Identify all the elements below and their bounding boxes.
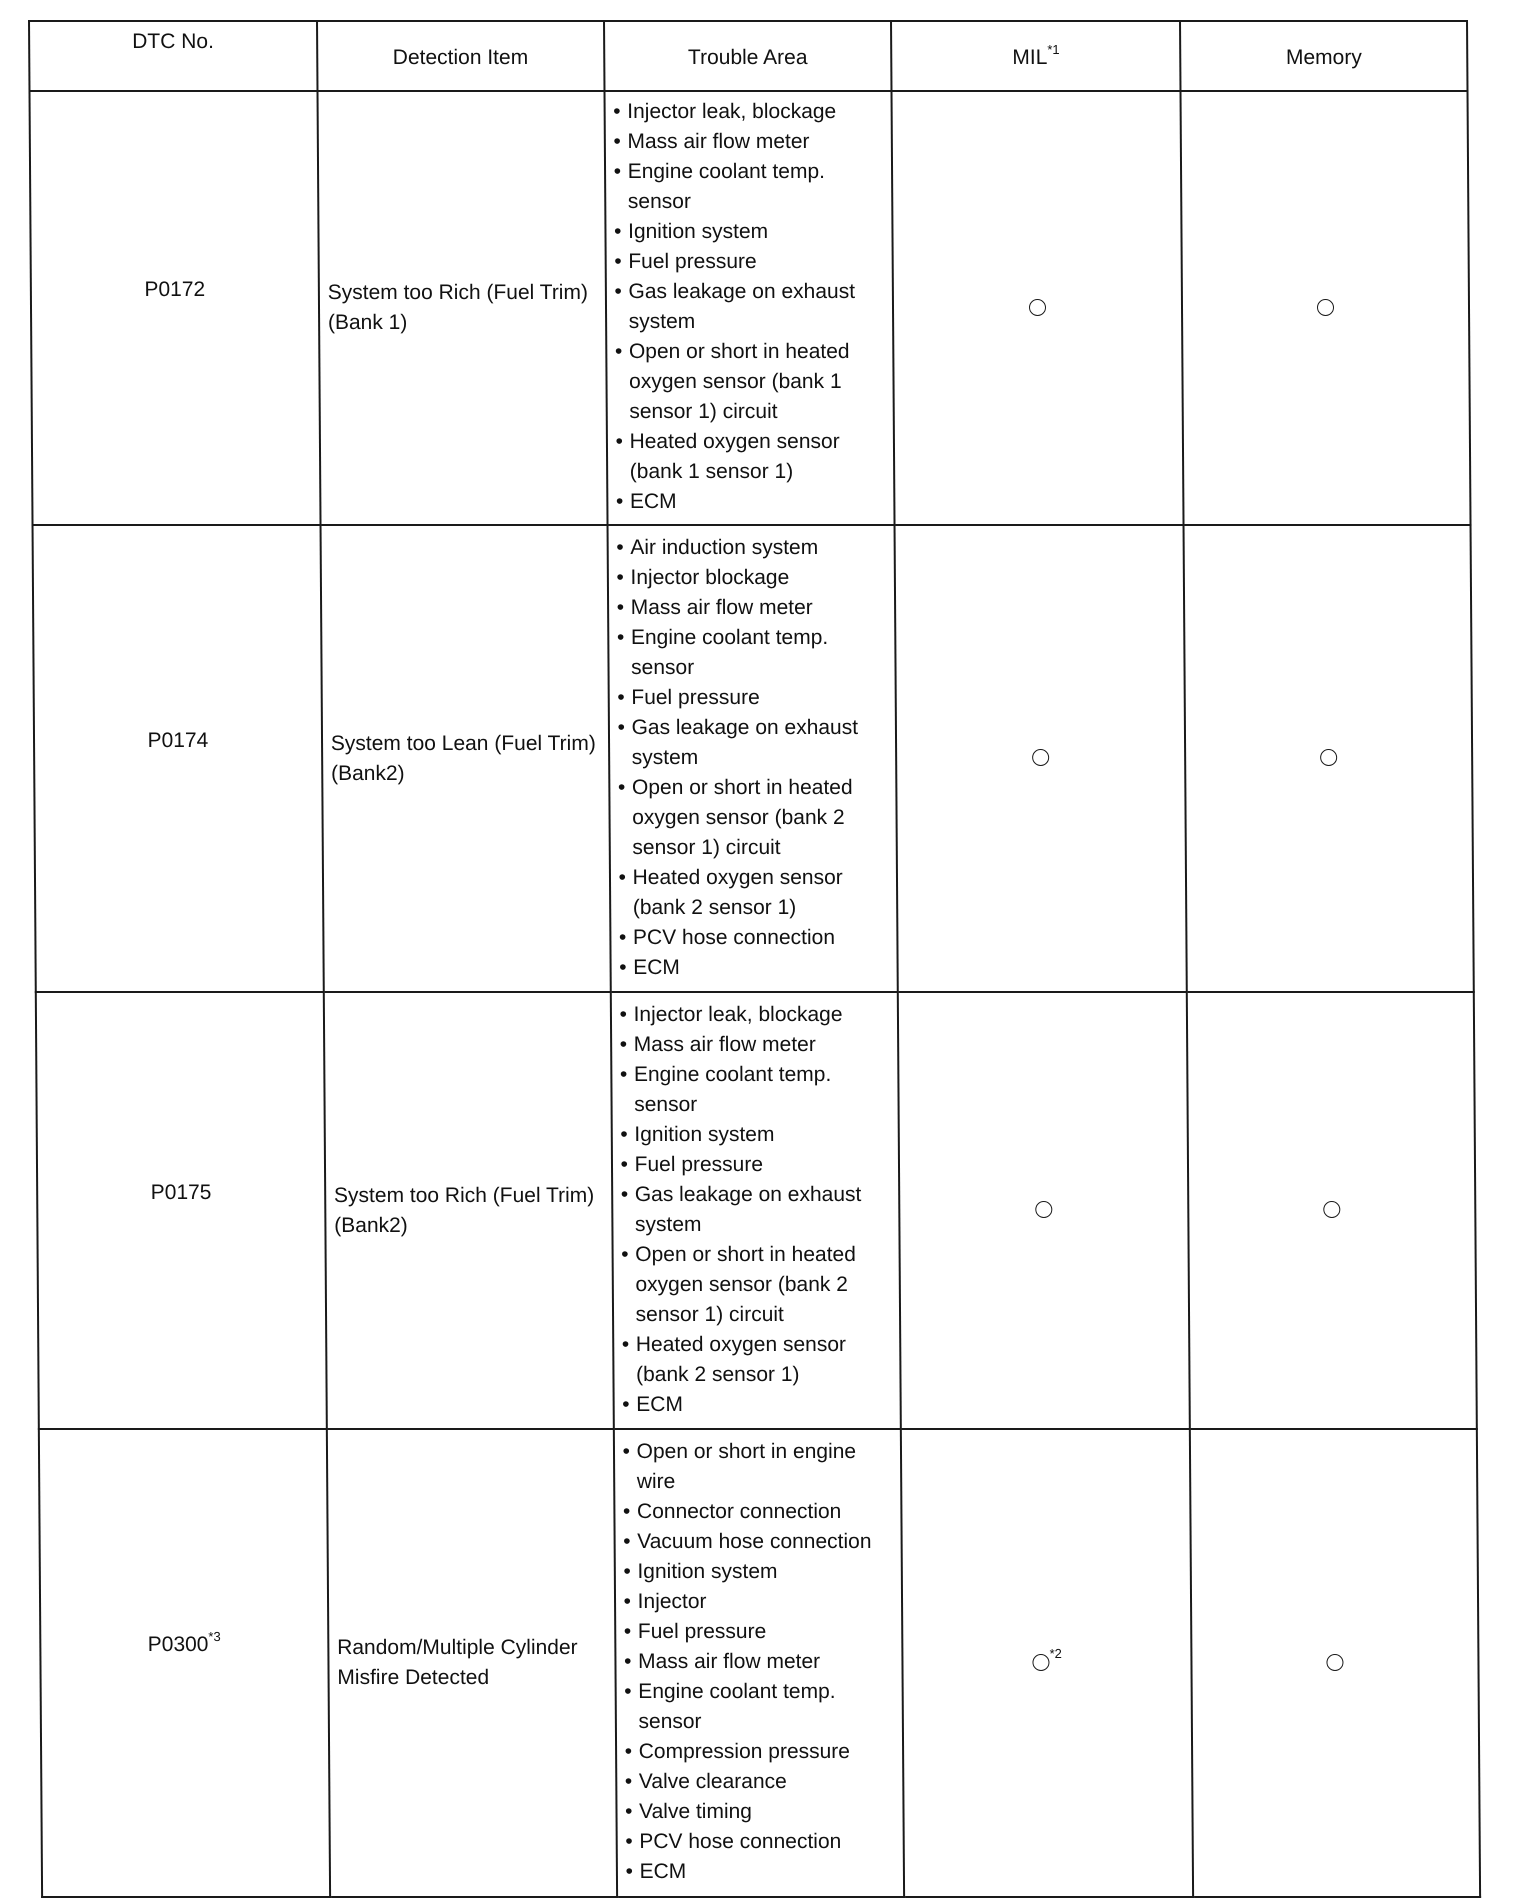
trouble-area-item: • Valve timing	[625, 1797, 897, 1827]
trouble-area-cell	[613, 1429, 904, 1897]
memory-cell	[1190, 1429, 1480, 1897]
header-mil: MIL$^{*1}$	[891, 21, 1180, 91]
header-trouble-area: Trouble Area	[604, 21, 892, 91]
trouble-area-item: • Mass air flow meter	[617, 593, 889, 623]
trouble-area-item: • Ignition system	[623, 1557, 895, 1587]
trouble-area-cell	[607, 525, 898, 992]
header-dtc-no: DTC No.	[29, 21, 317, 91]
trouble-area-item: • Injector leak, blockage	[619, 1000, 891, 1030]
mil-cell	[901, 1429, 1193, 1897]
memory-circle-mark	[1323, 1201, 1340, 1218]
trouble-area-item: • Engine coolant temp. sensor	[620, 1060, 892, 1120]
dtc-code-cell: P0175	[36, 992, 327, 1429]
trouble-area-item: • Gas leakage on exhaust system	[617, 713, 889, 773]
trouble-area-list	[622, 1437, 897, 1887]
header-detection-item: Detection Item	[317, 21, 604, 91]
mil-circle-mark	[1029, 299, 1046, 316]
trouble-area-list	[619, 1000, 894, 1420]
trouble-area-item: • ECM	[622, 1390, 894, 1420]
trouble-area-item: • Mass air flow meter	[620, 1030, 892, 1060]
dtc-code-cell: P0174	[33, 525, 324, 992]
mil-cell	[892, 91, 1184, 525]
table-row	[29, 91, 1470, 525]
mil-footnote-marker: *1	[1047, 42, 1060, 57]
trouble-area-item: • Compression pressure	[625, 1737, 897, 1767]
trouble-area-item: • Engine coolant temp. sensor	[614, 157, 886, 217]
trouble-area-cell	[610, 992, 901, 1429]
header-row	[29, 21, 1467, 91]
memory-cell	[1184, 525, 1474, 992]
trouble-area-item: • Injector	[624, 1587, 896, 1617]
memory-circle-mark	[1326, 1654, 1343, 1671]
table-row	[36, 992, 1477, 1429]
trouble-area-item: • Valve clearance	[625, 1767, 897, 1797]
trouble-area-item: • Injector leak, blockage	[613, 97, 885, 127]
detection-item-cell: System too Lean (Fuel Trim) (Bank2)	[320, 525, 610, 992]
trouble-area-item: • Heated oxygen sensor (bank 2 sensor 1)	[618, 863, 890, 923]
trouble-area-item: • Engine coolant temp. sensor	[624, 1677, 896, 1737]
table-row	[39, 1429, 1480, 1897]
mil-circle-mark	[1033, 1654, 1050, 1671]
trouble-area-item: • Gas leakage on exhaust system	[614, 277, 886, 337]
trouble-area-item: • Injector blockage	[616, 563, 888, 593]
trouble-area-item: • Mass air flow meter	[624, 1647, 896, 1677]
trouble-area-list	[616, 533, 891, 983]
memory-cell	[1187, 992, 1477, 1429]
mil-circle-mark	[1036, 1201, 1053, 1218]
trouble-area-item: • Gas leakage on exhaust system	[621, 1180, 893, 1240]
trouble-area-item: • Open or short in heated oxygen sensor (bank 2 sensor 1) circuit	[618, 773, 890, 863]
dtc-table	[28, 20, 1481, 1898]
table-body	[29, 91, 1480, 1897]
detection-item-cell: System too Rich (Fuel Trim) (Bank 1)	[317, 91, 607, 525]
trouble-area-item: • Heated oxygen sensor (bank 1 sensor 1)	[615, 427, 887, 487]
dtc-code-cell: P0172	[29, 91, 320, 525]
trouble-area-item: • Open or short in heated oxygen sensor (bank 2 sensor 1) circuit	[621, 1240, 893, 1330]
trouble-area-item: • Ignition system	[614, 217, 886, 247]
trouble-area-item: • Engine coolant temp. sensor	[617, 623, 889, 683]
trouble-area-item: • Open or short in heated oxygen sensor (bank 1 sensor 1) circuit	[615, 337, 887, 427]
mil-footnote-marker: *2	[1049, 1646, 1062, 1661]
memory-circle-mark	[1320, 749, 1337, 766]
trouble-area-item: • Fuel pressure	[624, 1617, 896, 1647]
trouble-area-item: • Fuel pressure	[617, 683, 889, 713]
mil-circle-mark	[1032, 749, 1049, 766]
trouble-area-item: • PCV hose connection	[625, 1827, 897, 1857]
trouble-area-item: • Ignition system	[620, 1120, 892, 1150]
table-row	[33, 525, 1474, 992]
dtc-footnote-marker: *3	[208, 1629, 221, 1644]
header-memory: Memory	[1180, 21, 1467, 91]
trouble-area-item: • Fuel pressure	[620, 1150, 892, 1180]
trouble-area-cell	[604, 91, 895, 525]
trouble-area-item: • Open or short in engine wire	[622, 1437, 894, 1497]
trouble-area-item: • ECM	[619, 953, 891, 983]
trouble-area-item: • Connector connection	[623, 1497, 895, 1527]
mil-cell	[895, 525, 1187, 992]
trouble-area-item: • Air induction system	[616, 533, 888, 563]
trouble-area-item: • Mass air flow meter	[613, 127, 885, 157]
memory-circle-mark	[1317, 299, 1334, 316]
memory-cell	[1181, 91, 1471, 525]
trouble-area-item: • ECM	[616, 487, 888, 517]
detection-item-cell: System too Rich (Fuel Trim) (Bank2)	[324, 992, 614, 1429]
trouble-area-item: • ECM	[625, 1857, 897, 1887]
trouble-area-list	[613, 97, 888, 517]
trouble-area-item: • PCV hose connection	[619, 923, 891, 953]
detection-item-cell: Random/Multiple Cylinder Misfire Detected	[327, 1429, 617, 1897]
dtc-code-cell: P0300$^{*3}$	[39, 1429, 330, 1897]
trouble-area-item: • Vacuum hose connection	[623, 1527, 895, 1557]
trouble-area-item: • Fuel pressure	[614, 247, 886, 277]
mil-cell	[898, 992, 1190, 1429]
trouble-area-item: • Heated oxygen sensor (bank 2 sensor 1)	[622, 1330, 894, 1390]
